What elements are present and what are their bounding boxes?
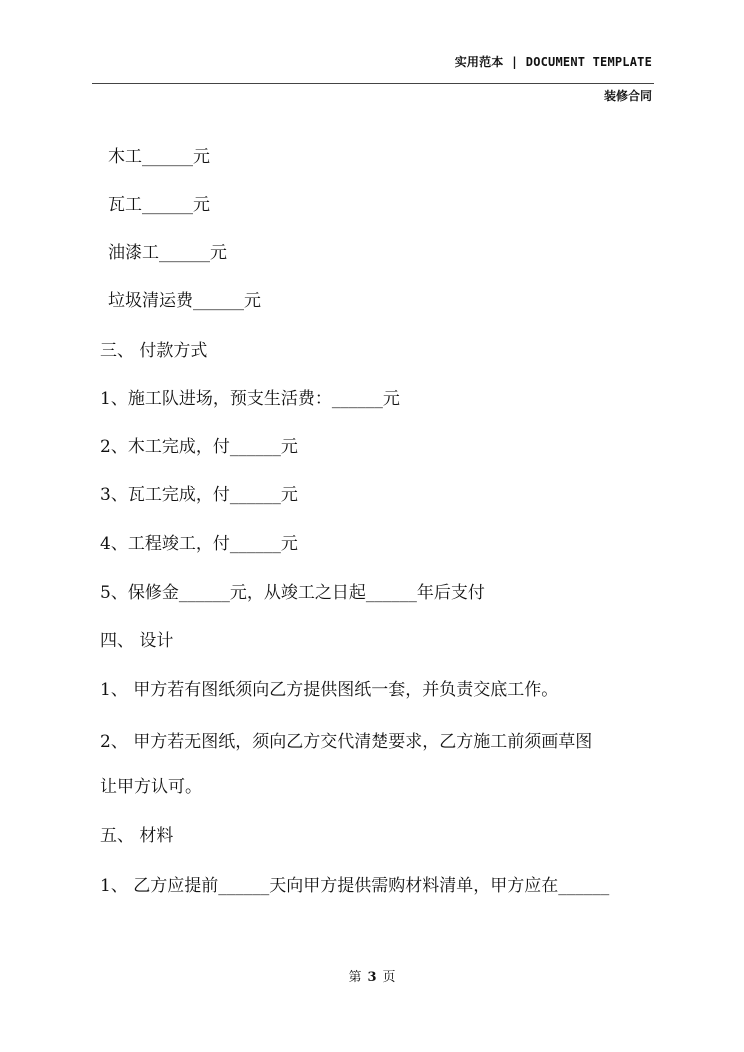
payment-item-4: 4、工程竣工，付______元	[100, 534, 298, 554]
footer-prefix: 第	[348, 970, 362, 985]
header-title: 实用范本 | DOCUMENT TEMPLATE	[454, 55, 652, 69]
payment-item-1: 1、施工队进场，预支生活费：______元	[100, 389, 400, 409]
cost-item-debris-removal: 垃圾清运费______元	[108, 291, 261, 311]
section-heading-materials: 五、 材料	[100, 826, 174, 846]
payment-item-2: 2、木工完成，付______元	[100, 437, 298, 457]
materials-item-1: 1、 乙方应提前______天向甲方提供需购材料清单，甲方应在______	[100, 876, 610, 896]
design-item-2-continued: 让甲方认可。	[100, 777, 202, 797]
cost-item-carpentry: 木工______元	[108, 147, 210, 167]
footer-suffix: 页	[382, 970, 396, 985]
section-heading-payment: 三、 付款方式	[100, 341, 208, 361]
design-item-2: 2、 甲方若无图纸，须向乙方交代清楚要求，乙方施工前须画草图	[100, 732, 593, 752]
design-item-1: 1、 甲方若有图纸须向乙方提供图纸一套，并负责交底工作。	[100, 680, 559, 700]
page-footer	[0, 966, 744, 985]
header-subtitle: 装修合同	[603, 89, 652, 103]
payment-item-5: 5、保修金______元，从竣工之日起______年后支付	[100, 583, 485, 603]
section-heading-design: 四、 设计	[100, 631, 174, 651]
payment-item-3: 3、瓦工完成，付______元	[100, 485, 298, 505]
cost-item-painting: 油漆工______元	[108, 243, 227, 263]
page-number: 3	[367, 970, 377, 985]
cost-item-tiling: 瓦工______元	[108, 195, 210, 215]
header-divider	[92, 83, 654, 84]
